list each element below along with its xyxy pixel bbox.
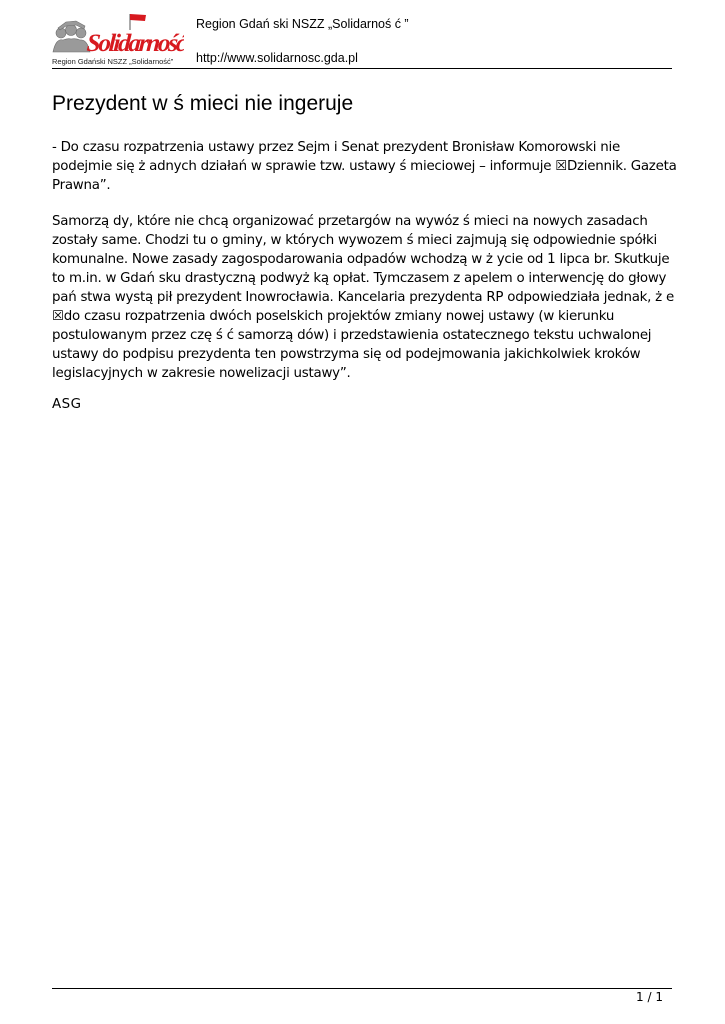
solidarnosc-logo[interactable] [52,12,184,66]
paragraph-line: to m.in. w Gdań sku drastyczną podwyż ką opłat. Tymczasem z apelem o interwencję do głowy [52,271,667,286]
paragraph-line: - Do czasu rozpatrzenia ustawy przez Sejm i Senat prezydent Bronisław Komorowski nie [52,140,620,155]
paragraph-line: komunalne. Nowe zasady zagospodarowania odpadów wchodzą w ż ycie od 1 lipca br. Skutkuje [52,252,670,267]
header-url-link[interactable]: http://www.solidarnosc.gda.pl [196,51,358,65]
paragraph-line: ☒do czasu rozpatrzenia dwóch poselskich projektów zmiany nowej ustawy (w kierunku [52,309,615,324]
paragraph-line: ustawy do podpisu prezydenta ten powstrzyma się od podejmowania jakichkolwiek kroków [52,347,641,362]
footer-divider [52,988,672,989]
paragraph-line: zostały same. Chodzi tu o gminy, w których wywozem ś mieci zajmują się odpowiednie spółki [52,233,657,248]
header-title: Region Gdań ski NSZZ „Solidarnoś ć ” [196,17,409,31]
paragraph-line: pań stwa wystą pił prezydent Inowrocławia. Kancelaria prezydenta RP odpowiedziała jednak, ż e [52,290,674,305]
paragraph-line: Prawna”. [52,178,111,193]
paragraph-line: legislacyjnych w zakresie nowelizacji ustawy”. [52,366,351,381]
article-signature: ASG [52,397,82,412]
header-divider [52,68,672,69]
paragraph-line: Samorzą dy, które nie chcą organizować przetargów na wywóz ś mieci na nowych zasadach [52,214,648,229]
article-paragraph-1 [52,138,677,195]
page-number: 1 / 1 [636,990,663,1004]
logo-label: Region Gdański NSZZ „Solidarność” [52,57,174,66]
page-header [52,10,672,68]
paragraph-line: podejmie się ż adnych działań w sprawie tzw. ustawy ś mieciowej – informuje ☒Dziennik. Gazeta [52,159,677,174]
article-paragraph-2 [52,212,677,383]
logo-wordmark: Solidarność [85,30,184,56]
article-title: Prezydent w ś mieci nie ingeruje [52,92,354,115]
solidarnosc-logo-graphic [52,12,184,56]
paragraph-line: postulowanym przez czę ś ć samorzą dów) i przedstawienia ostatecznego tekstu uchwalonej [52,328,652,343]
